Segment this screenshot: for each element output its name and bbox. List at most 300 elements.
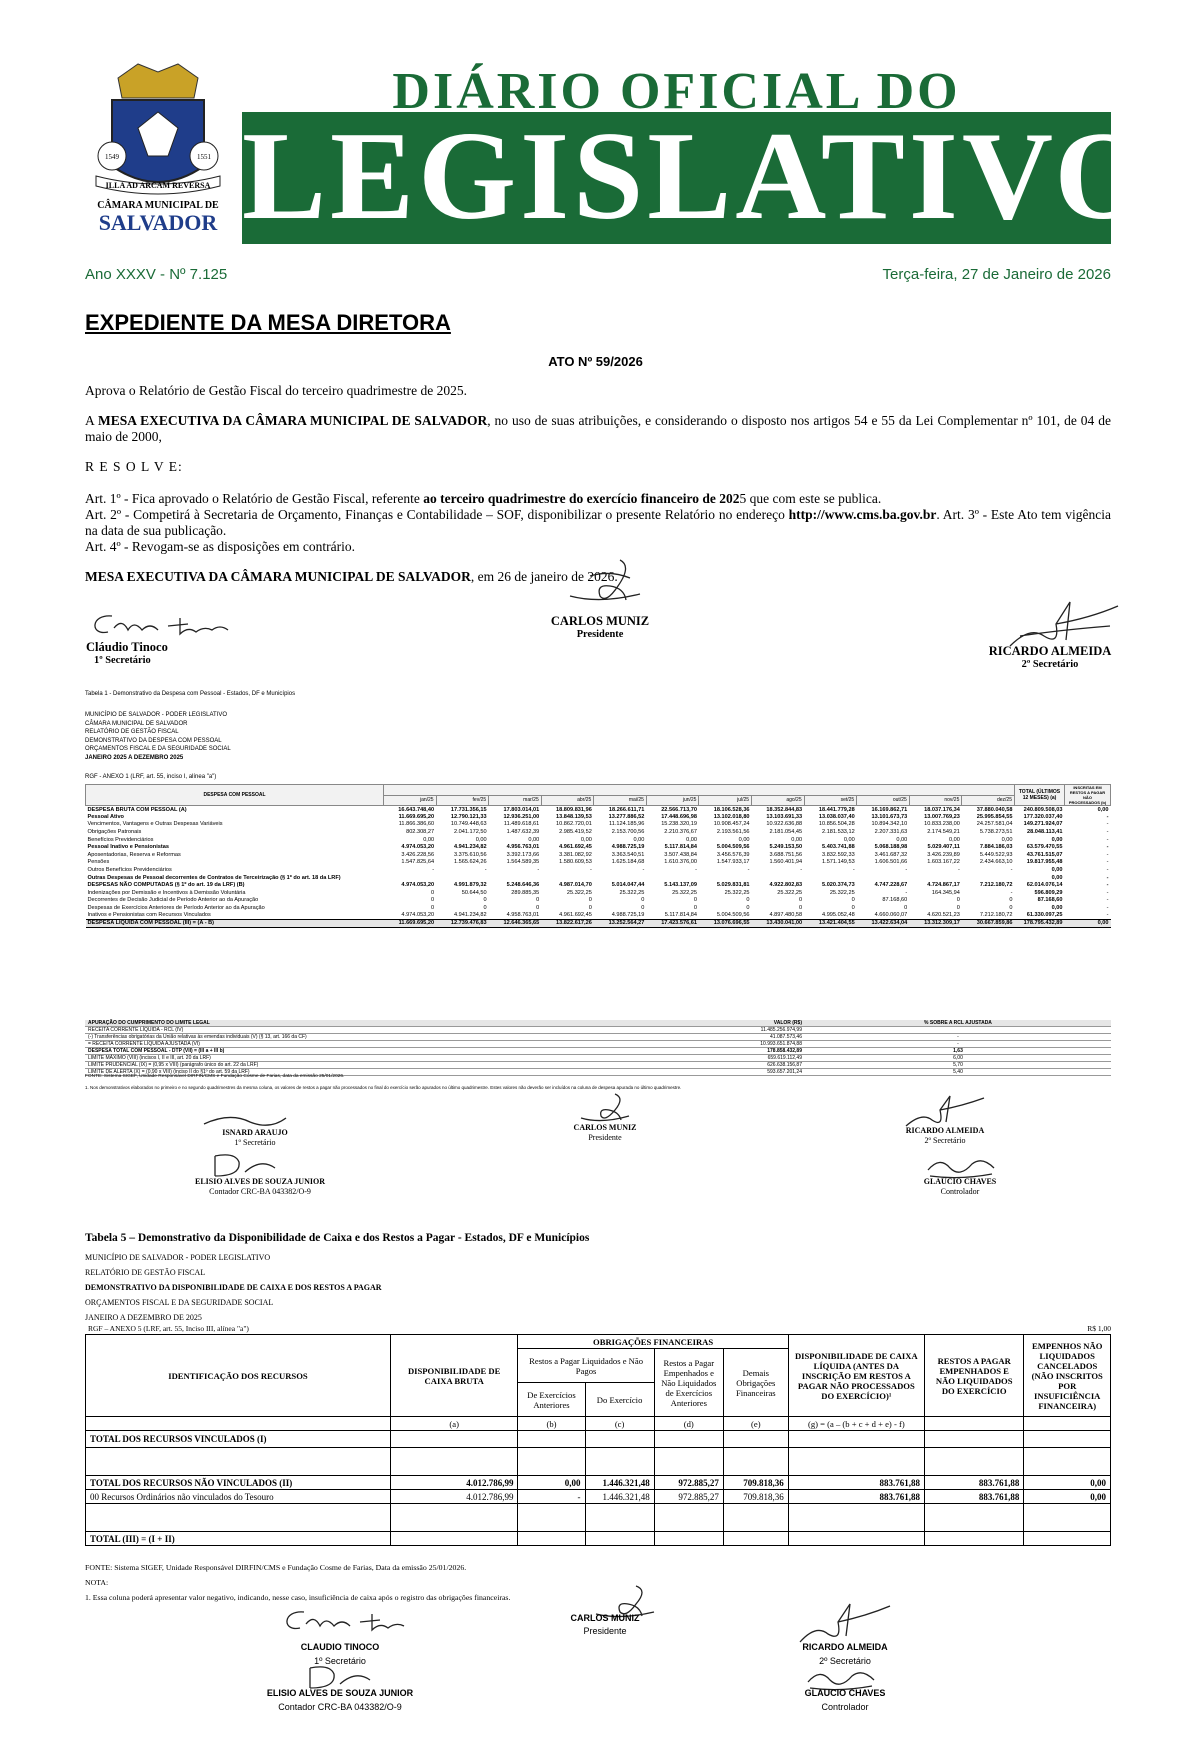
table1-cell: 11.124.185,96 <box>609 821 645 828</box>
table1-month-header: abr/25 <box>541 795 594 805</box>
table1-cell: 4.988.725,19 <box>611 912 645 919</box>
table1-cell: 16.643.748,40 <box>398 806 435 813</box>
table1-cell: 3.461.687,32 <box>874 851 908 858</box>
table1-cell: 4.961.692,45 <box>559 844 592 851</box>
table1-rp-header: INSCRITAS EM RESTOS A PAGAR NÃO PROCESSADOS (b) <box>1065 785 1111 806</box>
table1-cell: 4.660.060,07 <box>874 912 908 919</box>
table1-cell: 802.308,27 <box>406 829 435 836</box>
table5-letter: (c) <box>585 1417 654 1431</box>
table1-cell: 18.266.611,71 <box>608 806 645 813</box>
crest-motto: ILLA AD ARCAM REVERSA <box>105 181 211 190</box>
table1-cell: 17.803.014,01 <box>503 806 540 813</box>
table1-row <box>86 836 1111 844</box>
table1-cell: 63.579.470,55 <box>1026 844 1063 851</box>
table1-cell: 2.434.663,10 <box>979 859 1013 866</box>
masthead-title-line2: LEGISLATIVO <box>242 107 1157 246</box>
table1-cell: 0 <box>851 897 855 904</box>
table1-cell: 4.995.052,48 <box>822 912 855 919</box>
table1-cell: 0,00 <box>1051 836 1063 843</box>
table1-row <box>86 813 1111 821</box>
table1-cell: 1.571.149,53 <box>822 859 855 866</box>
table1-cell: 13.252.564,27 <box>594 919 647 927</box>
table1-cell: 0 <box>904 905 908 912</box>
table1-cell: 4.961.692,45 <box>559 912 592 919</box>
table1-col-group: DESPESA COM PESSOAL <box>86 785 384 806</box>
table1-cell: 0,00 <box>580 836 592 843</box>
table1-cell: 5.738.273,51 <box>979 829 1013 836</box>
table1-cell: 3.426.239,89 <box>927 851 960 858</box>
table1-row-label: Indenizações por Demissão e Incentivos à Demissão Voluntária <box>87 889 246 896</box>
table1-cell: 0,00 <box>791 836 803 843</box>
table2-cell: 10.993.651.874,88 <box>645 1041 805 1048</box>
table2-row <box>85 1034 1111 1041</box>
table1-cell: 0 <box>430 897 435 904</box>
table1-cell: 10.894.342,10 <box>871 821 908 828</box>
table1-cell: 5.029.407,11 <box>927 844 960 851</box>
table1-cell: 4.956.763,01 <box>506 844 540 851</box>
table1-cell: 4.747.228,67 <box>874 882 908 889</box>
table1-month-header: mai/25 <box>594 795 647 805</box>
table1-cell: 0,00 <box>738 836 750 843</box>
table1-cell: 0 <box>799 905 803 912</box>
table5-row <box>86 1490 1111 1504</box>
table1-row <box>86 851 1111 859</box>
table1-cell: 4.974.053,20 <box>401 882 435 889</box>
sig-top-center: CARLOS MUNIZ Presidente <box>550 614 650 640</box>
table1-cell: 3.426.228,56 <box>401 851 435 858</box>
table1-cell: 7.884.186,03 <box>979 844 1013 851</box>
table1-cell: 13.101.673,73 <box>871 813 908 820</box>
table1-row <box>86 828 1111 836</box>
table1-cell: - <box>589 867 592 874</box>
table1-cell: - <box>1106 912 1109 919</box>
table1-cell <box>857 874 910 882</box>
table1-cell: 13.822.617,26 <box>541 919 594 927</box>
table5-letter <box>1024 1417 1111 1431</box>
ato-title: ATO Nº 59/2026 <box>548 354 643 369</box>
table1-cell: 30.667.859,86 <box>962 919 1015 927</box>
table5-unit: R$ 1,00 <box>1087 1324 1111 1333</box>
table1-cell: 19.817.955,48 <box>1026 859 1063 866</box>
table1-cell: 177.320.037,40 <box>1023 813 1063 820</box>
table1-cell: - <box>484 867 487 874</box>
table5-cell: - <box>518 1490 585 1504</box>
table1-cell: - <box>695 867 697 874</box>
table1-cell: 12.739.476,83 <box>436 919 489 927</box>
table1-cell: - <box>642 867 645 874</box>
table1-row <box>86 881 1111 889</box>
table1-cell: 4.991.879,32 <box>453 882 487 889</box>
table1-cell: 13.038.037,40 <box>818 813 855 820</box>
table1-row-label: Inativos e Pensionistas com Recursos Vinculados <box>87 912 211 919</box>
table1-cell: 2.207.331,63 <box>874 829 908 836</box>
table1-cell: 13.312.309,17 <box>909 919 962 927</box>
table2-cell <box>805 1027 1111 1034</box>
table5-header-lines: MUNICÍPIO DE SALVADOR - PODER LEGISLATIVO RELATÓRIO DE GESTÃO FISCAL DEMONSTRATIVO DA DISPONIBILIDADE DE CAIXA E DOS RESTOS A PAGAR ORÇAMENTOS FISCAL E DA SEGURIDADE SOCIAL JANEIRO A DEZEMBRO DE 2025 <box>85 1253 382 1322</box>
table5-cell: 1.446.321,48 <box>585 1490 654 1504</box>
table1-cell: 13.277.886,52 <box>608 813 645 820</box>
table1-cell: 3.381.082,92 <box>559 851 592 858</box>
table1-cell: 3.392.173,66 <box>506 851 540 858</box>
table1-month-header: ago/25 <box>752 795 805 805</box>
table1-cell: 0 <box>851 905 855 912</box>
table1-cell: 0 <box>641 897 645 904</box>
table5-cell: 0,00 <box>1024 1490 1111 1504</box>
table1-row <box>86 843 1111 851</box>
table1-cell: 13.007.769,23 <box>924 813 960 820</box>
table1-cell: 10.922.636,88 <box>766 821 803 828</box>
table1-cell <box>909 874 962 882</box>
table2-cell: - <box>805 1034 1111 1041</box>
table1-cell: 1.547.825,64 <box>401 859 435 866</box>
table1-cell: 87.168,60 <box>882 897 908 904</box>
table1-cell: 3.507.438,84 <box>664 851 697 858</box>
table5-title: Tabela 5 – Demonstrativo da Disponibilidade de Caixa e dos Restos a Pagar - Estados, DF e Municípios <box>85 1232 590 1244</box>
crest-logo <box>82 58 234 236</box>
table1-cell: 0 <box>483 905 487 912</box>
table1-cell: 0,00 <box>1001 836 1013 843</box>
table2-cell: 626.638.156,87 <box>645 1062 805 1069</box>
table2-cell: % SOBRE A RCL AJUSTADA <box>805 1020 1111 1027</box>
table2-row <box>85 1027 1111 1034</box>
table1-cell: 0 <box>746 897 750 904</box>
table1-cell: 0,00 <box>896 836 908 843</box>
table1-cell: 0 <box>956 905 960 912</box>
table1-cell: 7.212.180,72 <box>979 882 1013 889</box>
table1-cell: 25.322,25 <box>566 889 592 896</box>
table1-row <box>86 889 1111 897</box>
table1-cell: 1.565.624,26 <box>453 859 487 866</box>
crest-city: SALVADOR <box>98 210 218 235</box>
publication-date: Terça-feira, 27 de Janeiro de 2026 <box>882 266 1111 283</box>
table1-cell: 13.076.696,55 <box>699 919 752 927</box>
table1-cell: 178.795.432,89 <box>1015 919 1065 927</box>
table1-month-header: out/25 <box>857 795 910 805</box>
table2-cell: VALOR (R$) <box>645 1020 805 1027</box>
table1-cell: 4.988.725,19 <box>611 844 645 851</box>
table1-row-label: Outros Benefícios Previdenciários <box>87 867 172 874</box>
edition-number: Ano XXXV - Nº 7.125 <box>85 266 228 283</box>
table1-cell: 3.832.592,33 <box>822 851 855 858</box>
table1-row-label: Pessoal Inativo e Pensionistas <box>87 844 169 851</box>
table1-cell: - <box>1010 889 1013 896</box>
table1-month-header: jul/25 <box>699 795 752 805</box>
table1-cell: 5.004.509,56 <box>716 912 750 919</box>
table1-cell: - <box>1106 867 1109 874</box>
table2-cell: APURAÇÃO DO CUMPRIMENTO DO LIMITE LEGAL <box>85 1020 645 1027</box>
table5-letter: (a) <box>390 1417 518 1431</box>
table1-cell: 28.048.113,41 <box>1027 829 1063 836</box>
table2-cell: RECEITA CORRENTE LÍQUIDA - RCL (IV) <box>85 1027 645 1034</box>
table1-cell: 0,00 <box>423 836 435 843</box>
table5-cell: 709.818,36 <box>723 1490 788 1504</box>
table5-h-liq: DISPONIBILIDADE DE CAIXA LÍQUIDA (ANTES DA INSCRIÇÃO EM RESTOS A PAGAR NÃO PROCESSADOS DO EXERCÍCIO)¹ <box>788 1335 924 1417</box>
table5-cell: 883.761,88 <box>924 1490 1023 1504</box>
masthead-title-line1: DIÁRIO OFICIAL DO <box>392 63 961 120</box>
table1-cell: 2.985.419,52 <box>559 829 592 836</box>
table1-row-label: Pessoal Ativo <box>87 813 124 820</box>
table1-cell <box>594 874 647 882</box>
table1-cell: 0 <box>799 897 803 904</box>
table1-row-label: Despesas de Exercícios Anteriores de Período Anterior ao da Apuração <box>87 905 265 912</box>
table1-cell: 18.441.779,28 <box>818 806 855 813</box>
table1-total-header: TOTAL (ÚLTIMOS 12 MESES) (a) <box>1015 785 1065 806</box>
table1-row <box>86 806 1111 814</box>
table2-row <box>85 1048 1111 1055</box>
table5-h-disp: DISPONIBILIDADE DE CAIXA BRUTA <box>390 1335 518 1417</box>
table1-cell: 12.646.365,65 <box>489 919 542 927</box>
table1-row-label: DESPESA LÍQUIDA COM PESSOAL (III) = (A - B) <box>86 919 384 927</box>
table1-cell <box>384 874 437 882</box>
table1-cell: 43.761.515,07 <box>1026 851 1063 858</box>
sig-bottom-left2: ELISIO ALVES DE SOUZA JUNIOR Contador CRC-BA 043382/O-9 <box>266 1688 414 1712</box>
table1-cell: 0 <box>641 905 645 912</box>
ato-article-2: Art. 2º - Competirá à Secretaria de Orçamento, Finanças e Contabilidade – SOF, disponibilizar o presente Relatório no endereço http://www.cms.ba.gov.br. Art. 3º - Este Ato tem vigência na data de sua publicação. <box>85 507 1111 538</box>
table1-cell: 289.885,35 <box>511 889 540 896</box>
table1-cell: 17.423.576,61 <box>646 919 699 927</box>
table1-row-label: Benefícios Previdenciários <box>87 836 154 843</box>
table2-cell: 659.619.112,49 <box>645 1055 805 1062</box>
sig-top-left: Cláudio Tinoco 1º Secretário <box>86 640 168 666</box>
ato-closing: MESA EXECUTIVA DA CÂMARA MUNICIPAL DE SALVADOR, em 26 de janeiro de 2026. <box>85 569 618 584</box>
table1-row-label: DESPESA BRUTA COM PESSOAL (A) <box>87 806 187 813</box>
crest-year-left: 1549 <box>105 153 119 161</box>
table1-cell: 0,00 <box>475 836 487 843</box>
table1-cell: 13.422.634,04 <box>857 919 910 927</box>
table1-row-label: Vencimentos, Vantagens e Outras Despesas Variáveis <box>87 821 223 828</box>
table1-cell: - <box>1106 844 1109 851</box>
table1-cell: 0 <box>693 905 697 912</box>
table1-cell: 2.153.700,56 <box>611 829 645 836</box>
sig-mid-left2: ELISIO ALVES DE SOUZA JUNIOR Contador CRC-BA 043382/O-9 <box>195 1177 325 1196</box>
table1-cell <box>489 874 542 882</box>
table1-cell: 1.610.376,00 <box>664 859 697 866</box>
crest-org: CÂMARA MUNICIPAL DE <box>97 200 219 211</box>
table1-cell: 0 <box>588 905 592 912</box>
table1-cell: 0,00 <box>633 836 645 843</box>
table1-cell: 25.322,25 <box>724 889 750 896</box>
table1-cell: 25.322,25 <box>619 889 645 896</box>
table2-limit-compliance <box>85 1020 1111 1076</box>
table2-row <box>85 1041 1111 1048</box>
table1-cell: 11.866.386,60 <box>398 821 435 828</box>
table1-month-header: jan/25 <box>384 795 437 805</box>
table1-cell: 10.856.504,28 <box>818 821 855 828</box>
table5-cell: 4.012.786,99 <box>390 1476 518 1490</box>
table1-row-label: Obrigações Patronais <box>87 829 142 836</box>
table5-h-ant: De Exercícios Anteriores <box>518 1383 585 1417</box>
table5-row-label: 00 Recursos Ordinários não vinculados do Tesouro <box>86 1490 391 1504</box>
table1-row-label: Decorrentes de Decisão Judicial de Período Anterior ao da Apuração <box>87 897 259 904</box>
table1-cell: 61.330.097,25 <box>1026 912 1063 919</box>
table5-letter: (d) <box>654 1417 723 1431</box>
table1-cell: - <box>1106 897 1109 904</box>
table1-cell <box>646 874 699 882</box>
sig-top-right: RICARDO ALMEIDA 2º Secretário <box>988 644 1112 670</box>
table1-cell: 5.029.831,81 <box>716 882 750 889</box>
table1-cell: 0,00 <box>686 836 697 843</box>
table1-cell: 0 <box>746 905 750 912</box>
table1-cell: - <box>1106 889 1109 896</box>
table1-cell: - <box>800 867 803 874</box>
table1-cell: - <box>1106 821 1109 828</box>
table1-cell: - <box>537 867 540 874</box>
table5-h-rpemp: Restos a Pagar Empenhados e Não Liquidados de Exercícios Anteriores <box>654 1349 723 1417</box>
table1-row-label: DESPESAS NÃO COMPUTADAS (§ 1º do art. 19 da LRF) (B) <box>87 882 245 889</box>
table1-row-label: Aposentadorias, Reserva e Reformas <box>87 851 181 858</box>
table1-cell: 5.449.522,93 <box>979 851 1013 858</box>
table2-cell: 1,63 <box>805 1048 1111 1055</box>
table5-footer: FONTE: Sistema SIGEF, Unidade Responsável DIRFIN/CMS e Fundação Cosme de Farias, Data da emissão 25/01/2026. NOTA: 1. Essa coluna poderá apresentar valor negativo, indicando, nesse caso, insuficiência de caixa após o registro das obrigações financeiras. <box>85 1563 511 1602</box>
table5-letter: (b) <box>518 1417 585 1431</box>
table5-h-ident: IDENTIFICAÇÃO DOS RECURSOS <box>86 1335 391 1417</box>
table5-ref: RGF – ANEXO 5 (LRF, art. 55, Inciso III, alínea "a") <box>88 1324 249 1333</box>
table1-personnel-expense <box>85 784 1111 928</box>
table1-cell: 1.625.184,68 <box>611 859 645 866</box>
table2-cell: 11.485.256.974,99 <box>645 1027 805 1034</box>
signature-tinoco-handwritten <box>88 608 238 644</box>
table1-cell: 50.644,50 <box>461 889 487 896</box>
table1-cell: 10.749.448,63 <box>450 821 487 828</box>
table5-row <box>86 1476 1111 1490</box>
table5-row-vinculados: TOTAL DOS RECURSOS VINCULADOS (I) <box>86 1431 391 1448</box>
table1-cell: 1.487.632,39 <box>506 829 540 836</box>
table1-cell: - <box>1106 882 1109 889</box>
table1-row <box>86 919 1111 927</box>
table1-row <box>86 897 1111 905</box>
table1-cell: 1.606.501,66 <box>874 859 908 866</box>
table1-cell <box>699 874 752 882</box>
table1-row <box>86 821 1111 829</box>
table1-cell: 11.489.618,61 <box>503 821 540 828</box>
sig-bottom-left: CLAUDIO TINOCO 1º Secretário <box>300 1642 380 1666</box>
table1-row <box>86 912 1111 920</box>
table1-cell: 25.995.854,55 <box>976 813 1013 820</box>
table1-cell: 4.974.053,20 <box>401 844 435 851</box>
table2-row <box>85 1062 1111 1069</box>
table1-cell: 0 <box>483 897 487 904</box>
table1-cell: 12.936.251,00 <box>503 813 540 820</box>
table1-cell: - <box>1106 859 1109 866</box>
table1-cell: 1.547.933,17 <box>716 859 750 866</box>
table1-cell: 17.731.356,15 <box>450 806 487 813</box>
table1-cell <box>804 874 857 882</box>
sig-mid-center: CARLOS MUNIZ Presidente <box>573 1123 637 1142</box>
table1-month-header: fev/25 <box>436 795 489 805</box>
table1-row <box>86 859 1111 867</box>
ato-resolve: R E S O L V E: <box>85 459 183 474</box>
table1-ref: RGF - ANEXO 1 (LRF, art. 55, inciso I, alínea "a") <box>85 774 217 780</box>
table5-row-label: TOTAL DOS RECURSOS NÃO VINCULADOS (II) <box>86 1476 391 1490</box>
table2-cell: 5,70 <box>805 1062 1111 1069</box>
table1-cell: 10.862.720,01 <box>556 821 592 828</box>
table1-cell: 0 <box>430 905 435 912</box>
table1-cell: - <box>1106 836 1109 843</box>
table1-month-header: dez/25 <box>962 795 1015 805</box>
table1-cell: 5.403.741,88 <box>822 844 855 851</box>
sig-mid-right2: GLAUCIO CHAVES Controlador <box>923 1177 997 1196</box>
table1-cell: 25.322,25 <box>777 889 803 896</box>
table2-source: FONTE: Sistema SIGEF, Unidade Responsável DIRFIN/CMS e Fundação Cosme de Farias, data da emissão 25/01/2026. <box>85 1074 345 1079</box>
ato-preamble: A MESA EXECUTIVA DA CÂMARA MUNICIPAL DE SALVADOR, no uso de suas atribuições, e considerando o disposto nos artigos 54 e 55 da Lei Complementar nº 101, de 04 de maio de 2000, <box>85 413 1111 444</box>
table2-cell: 5,40 <box>805 1069 1111 1076</box>
table1-cell: 4.958.763,01 <box>506 912 540 919</box>
table1-cell <box>541 874 594 882</box>
table1-cell: 2.181.054,45 <box>769 829 803 836</box>
table1-cell: - <box>957 867 960 874</box>
table1-cell: 164.345,94 <box>931 889 960 896</box>
table1-row-label: Pensões <box>87 859 110 866</box>
table1-month-header: mar/25 <box>489 795 542 805</box>
table2-cell: 593.657.201,24 <box>645 1069 805 1076</box>
table5-cell: 883.761,88 <box>924 1476 1023 1490</box>
table1-cell: 0,00 <box>843 836 855 843</box>
table1-cell: 18.037.176,34 <box>924 806 960 813</box>
table2-row <box>85 1055 1111 1062</box>
table1-cell: 12.790.121,33 <box>450 813 487 820</box>
table2-cell: = RECEITA CORRENTE LÍQUIDA AJUSTADA (VI) <box>85 1041 645 1048</box>
table1-cell: 2.041.172,50 <box>453 829 487 836</box>
table1-cell: 5.004.509,56 <box>716 844 750 851</box>
table1-cell: 22.566.713,70 <box>661 806 697 813</box>
section-title: EXPEDIENTE DA MESA DIRETORA <box>85 310 451 335</box>
table2-cell: LIMITE PRUDENCIAL (IX) = (0,95 x VIII) (parágrafo único do art. 22 da LRF) <box>85 1062 645 1069</box>
table1-cell: 4.620.521,23 <box>927 912 960 919</box>
table5-letter <box>924 1417 1023 1431</box>
table1-cell: 25.322,25 <box>829 889 855 896</box>
table5-cell: 1.446.321,48 <box>585 1476 654 1490</box>
ato-ementa: Aprova o Relatório de Gestão Fiscal do terceiro quadrimestre de 2025. <box>85 383 468 398</box>
table1-cell: 4.724.867,17 <box>927 882 960 889</box>
table1-caption: Tabela 1 - Demonstrativo da Despesa com Pessoal - Estados, DF e Municípios <box>85 691 296 697</box>
table1-cell: 37.880.040,58 <box>976 806 1013 813</box>
table1-cell: - <box>1106 874 1109 881</box>
table1-cell: 0,00 <box>948 836 960 843</box>
table1-cell: 87.168,60 <box>1037 897 1063 904</box>
table1-cell: - <box>747 867 750 874</box>
table1-cell: 10.908.457,24 <box>713 821 750 828</box>
table1-cell: 5.117.814,84 <box>664 912 697 919</box>
table1-row-label: Outras Despesas de Pessoal decorrentes de Contratos de Terceirização (§ 1º do art. 18 da LRF) <box>87 874 341 881</box>
table1-cell: 0 <box>536 905 540 912</box>
table1-cell: 1.564.589,35 <box>506 859 540 866</box>
table5-cell: 0,00 <box>518 1476 585 1490</box>
table2-cell: LIMITE MÁXIMO (VIII) (incisos I, II e III, art. 20 da LRF) <box>85 1055 645 1062</box>
table1-cell: 2.181.533,12 <box>822 829 855 836</box>
table1-cell: 1.603.167,22 <box>927 859 960 866</box>
table2-cell: LIMITE DE ALERTA (X) = (0,90 x VIII) (inciso II do §1º do art. 59 da LRF) <box>85 1069 645 1076</box>
table5-h-rpemp2: RESTOS A PAGAR EMPENHADOS E NÃO LIQUIDADOS DO EXERCÍCIO <box>924 1335 1023 1417</box>
table2-cell: 6,00 <box>805 1055 1111 1062</box>
table1-cell: 0 <box>693 897 697 904</box>
table5-letter: (e) <box>723 1417 788 1431</box>
table1-cell: 1.580.609,53 <box>559 859 592 866</box>
table1-cell: 13.103.691,33 <box>766 813 803 820</box>
table1-cell: 0 <box>430 889 435 896</box>
table1-cell: 5.249.153,50 <box>769 844 803 851</box>
table1-cell: - <box>1106 813 1109 820</box>
table1-cell: 0,00 <box>528 836 540 843</box>
table1-cell: 10.833.238,00 <box>924 821 960 828</box>
ato-article-1: Art. 1º - Fica aprovado o Relatório de Gestão Fiscal, referente ao terceiro quadrimestre do exercício financeiro de 2025 que com este se publica. <box>85 491 882 506</box>
table1-cell: 596.809,29 <box>1034 889 1063 896</box>
table1-row <box>86 874 1111 882</box>
table1-cell: 5.068.188,98 <box>874 844 908 851</box>
table1-cell: 4.987.014,70 <box>559 882 592 889</box>
table1-cell: - <box>1010 867 1013 874</box>
table1-cell: 1.560.401,94 <box>769 859 803 866</box>
table1-cell: 7.212.180,72 <box>979 912 1013 919</box>
